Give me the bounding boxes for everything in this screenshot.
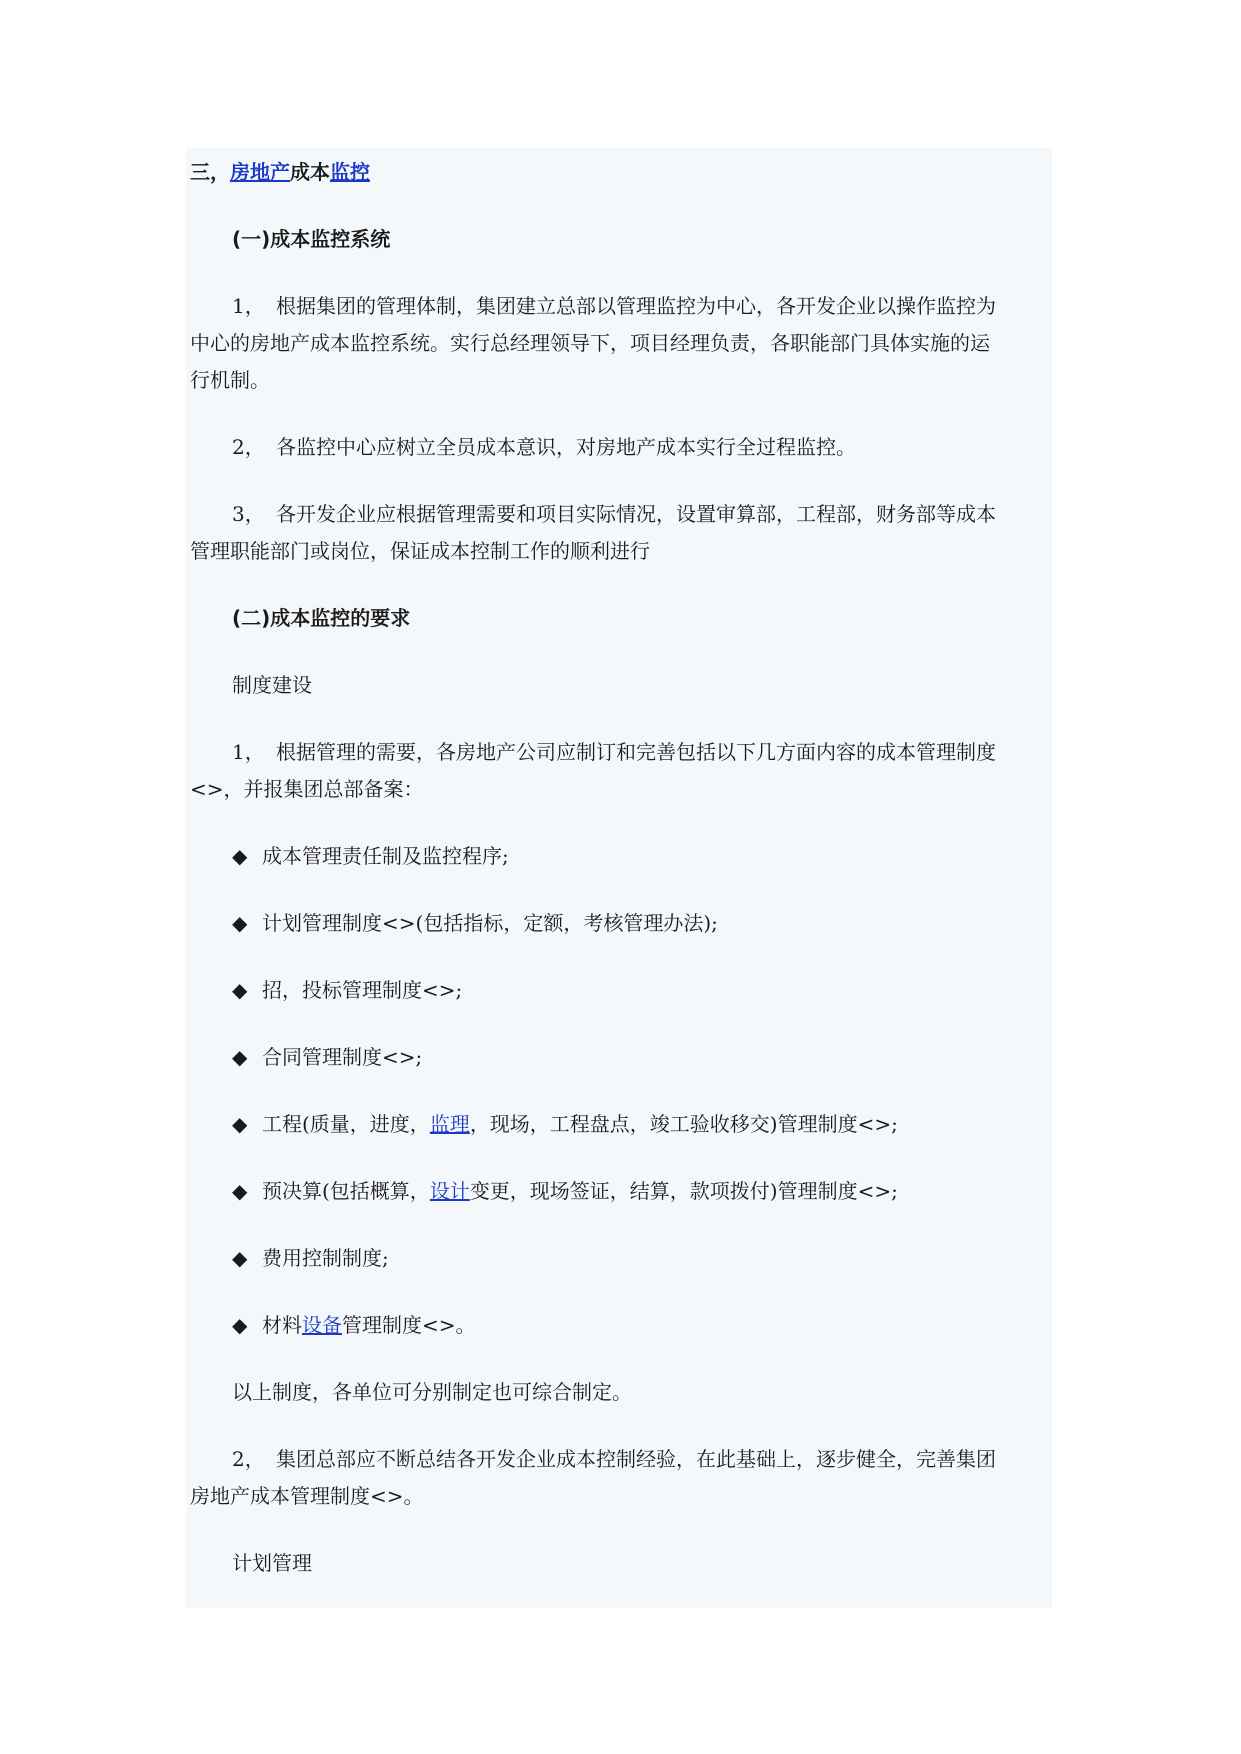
para-text: 集团总部应不断总结各开发企业成本控制经验，在此基础上，逐步健全，完善集团 (276, 1447, 996, 1471)
paragraph-5: 以上制度，各单位可分别制定也可综合制定。 (232, 1380, 632, 1404)
subheading-plan: 计划管理 (232, 1551, 312, 1575)
paragraph-3-line-1 (232, 500, 996, 528)
title-prefix: 三， (190, 160, 230, 184)
bullet-item (232, 1110, 898, 1138)
bullet-text: 管理制度<>。 (342, 1313, 476, 1337)
link-equipment[interactable]: 设备 (302, 1313, 342, 1337)
link-monitor[interactable]: 监控 (330, 160, 370, 184)
para-text: 根据管理的需要，各房地产公司应制订和完善包括以下几方面内容的成本管理制度 (276, 740, 996, 764)
para-number: 2， (232, 435, 265, 459)
paragraph-2 (232, 433, 856, 461)
paragraph-6-line-2: 房地产成本管理制度<>。 (190, 1484, 424, 1508)
paragraph-4-line-2: <>，并报集团总部备案： (190, 777, 424, 801)
subsection-heading-2: (二)成本监控的要求 (232, 606, 411, 630)
bullet-item (232, 976, 462, 1004)
paragraph-1-line-2: 中心的房地产成本监控系统。实行总经理领导下，项目经理负责，各职能部门具体实施的运 (190, 331, 990, 355)
bullet-item (232, 909, 718, 937)
diamond-bullet-icon: ◆ (232, 1179, 248, 1203)
paragraph-4-line-1 (232, 738, 996, 766)
link-real-estate[interactable]: 房地产 (230, 160, 290, 184)
bullet-text: 合同管理制度<>; (262, 1045, 423, 1069)
diamond-bullet-icon: ◆ (232, 978, 248, 1002)
paragraph-1-line-1 (232, 292, 996, 320)
bullet-item (232, 842, 509, 870)
diamond-bullet-icon: ◆ (232, 1112, 248, 1136)
diamond-bullet-icon: ◆ (232, 1313, 248, 1337)
para-text: 各监控中心应树立全员成本意识，对房地产成本实行全过程监控。 (276, 435, 856, 459)
paragraph-6-line-1 (232, 1445, 996, 1473)
subsection-heading-1: (一)成本监控系统 (232, 227, 391, 251)
bullet-item (232, 1177, 898, 1205)
bullet-text: 工程(质量，进度， (262, 1112, 430, 1136)
subheading-system: 制度建设 (232, 673, 312, 697)
para-text: 各开发企业应根据管理需要和项目实际情况，设置审算部，工程部，财务部等成本 (276, 502, 996, 526)
title-mid: 成本 (290, 160, 330, 184)
bullet-text: 成本管理责任制及监控程序; (262, 844, 509, 868)
bullet-item (232, 1043, 422, 1071)
bullet-text: 材料 (262, 1313, 302, 1337)
bullet-item (232, 1244, 389, 1272)
diamond-bullet-icon: ◆ (232, 911, 248, 935)
diamond-bullet-icon: ◆ (232, 1045, 248, 1069)
diamond-bullet-icon: ◆ (232, 1246, 248, 1270)
bullet-text: 费用控制制度; (262, 1246, 389, 1270)
section-title (190, 158, 370, 186)
link-design[interactable]: 设计 (429, 1179, 470, 1203)
paragraph-3-line-2: 管理职能部门或岗位，保证成本控制工作的顺利进行 (190, 539, 650, 563)
link-supervision[interactable]: 监理 (429, 1112, 470, 1136)
para-number: 1， (232, 740, 265, 764)
para-number: 2， (232, 1447, 265, 1471)
bullet-item (232, 1311, 476, 1339)
para-number: 1， (232, 294, 265, 318)
para-number: 3， (232, 502, 265, 526)
paragraph-1-line-3: 行机制。 (190, 368, 270, 392)
bullet-text: 变更，现场签证，结算，款项拨付)管理制度<>; (469, 1179, 898, 1203)
bullet-text: ，现场，工程盘点，竣工验收移交)管理制度<>; (469, 1112, 898, 1136)
diamond-bullet-icon: ◆ (232, 844, 248, 868)
bullet-text: 招，投标管理制度<>; (262, 978, 463, 1002)
para-text: 根据集团的管理体制，集团建立总部以管理监控为中心，各开发企业以操作监控为 (276, 294, 996, 318)
bullet-text: 预决算(包括概算， (262, 1179, 430, 1203)
bullet-text: 计划管理制度<>(包括指标，定额，考核管理办法); (262, 911, 718, 935)
